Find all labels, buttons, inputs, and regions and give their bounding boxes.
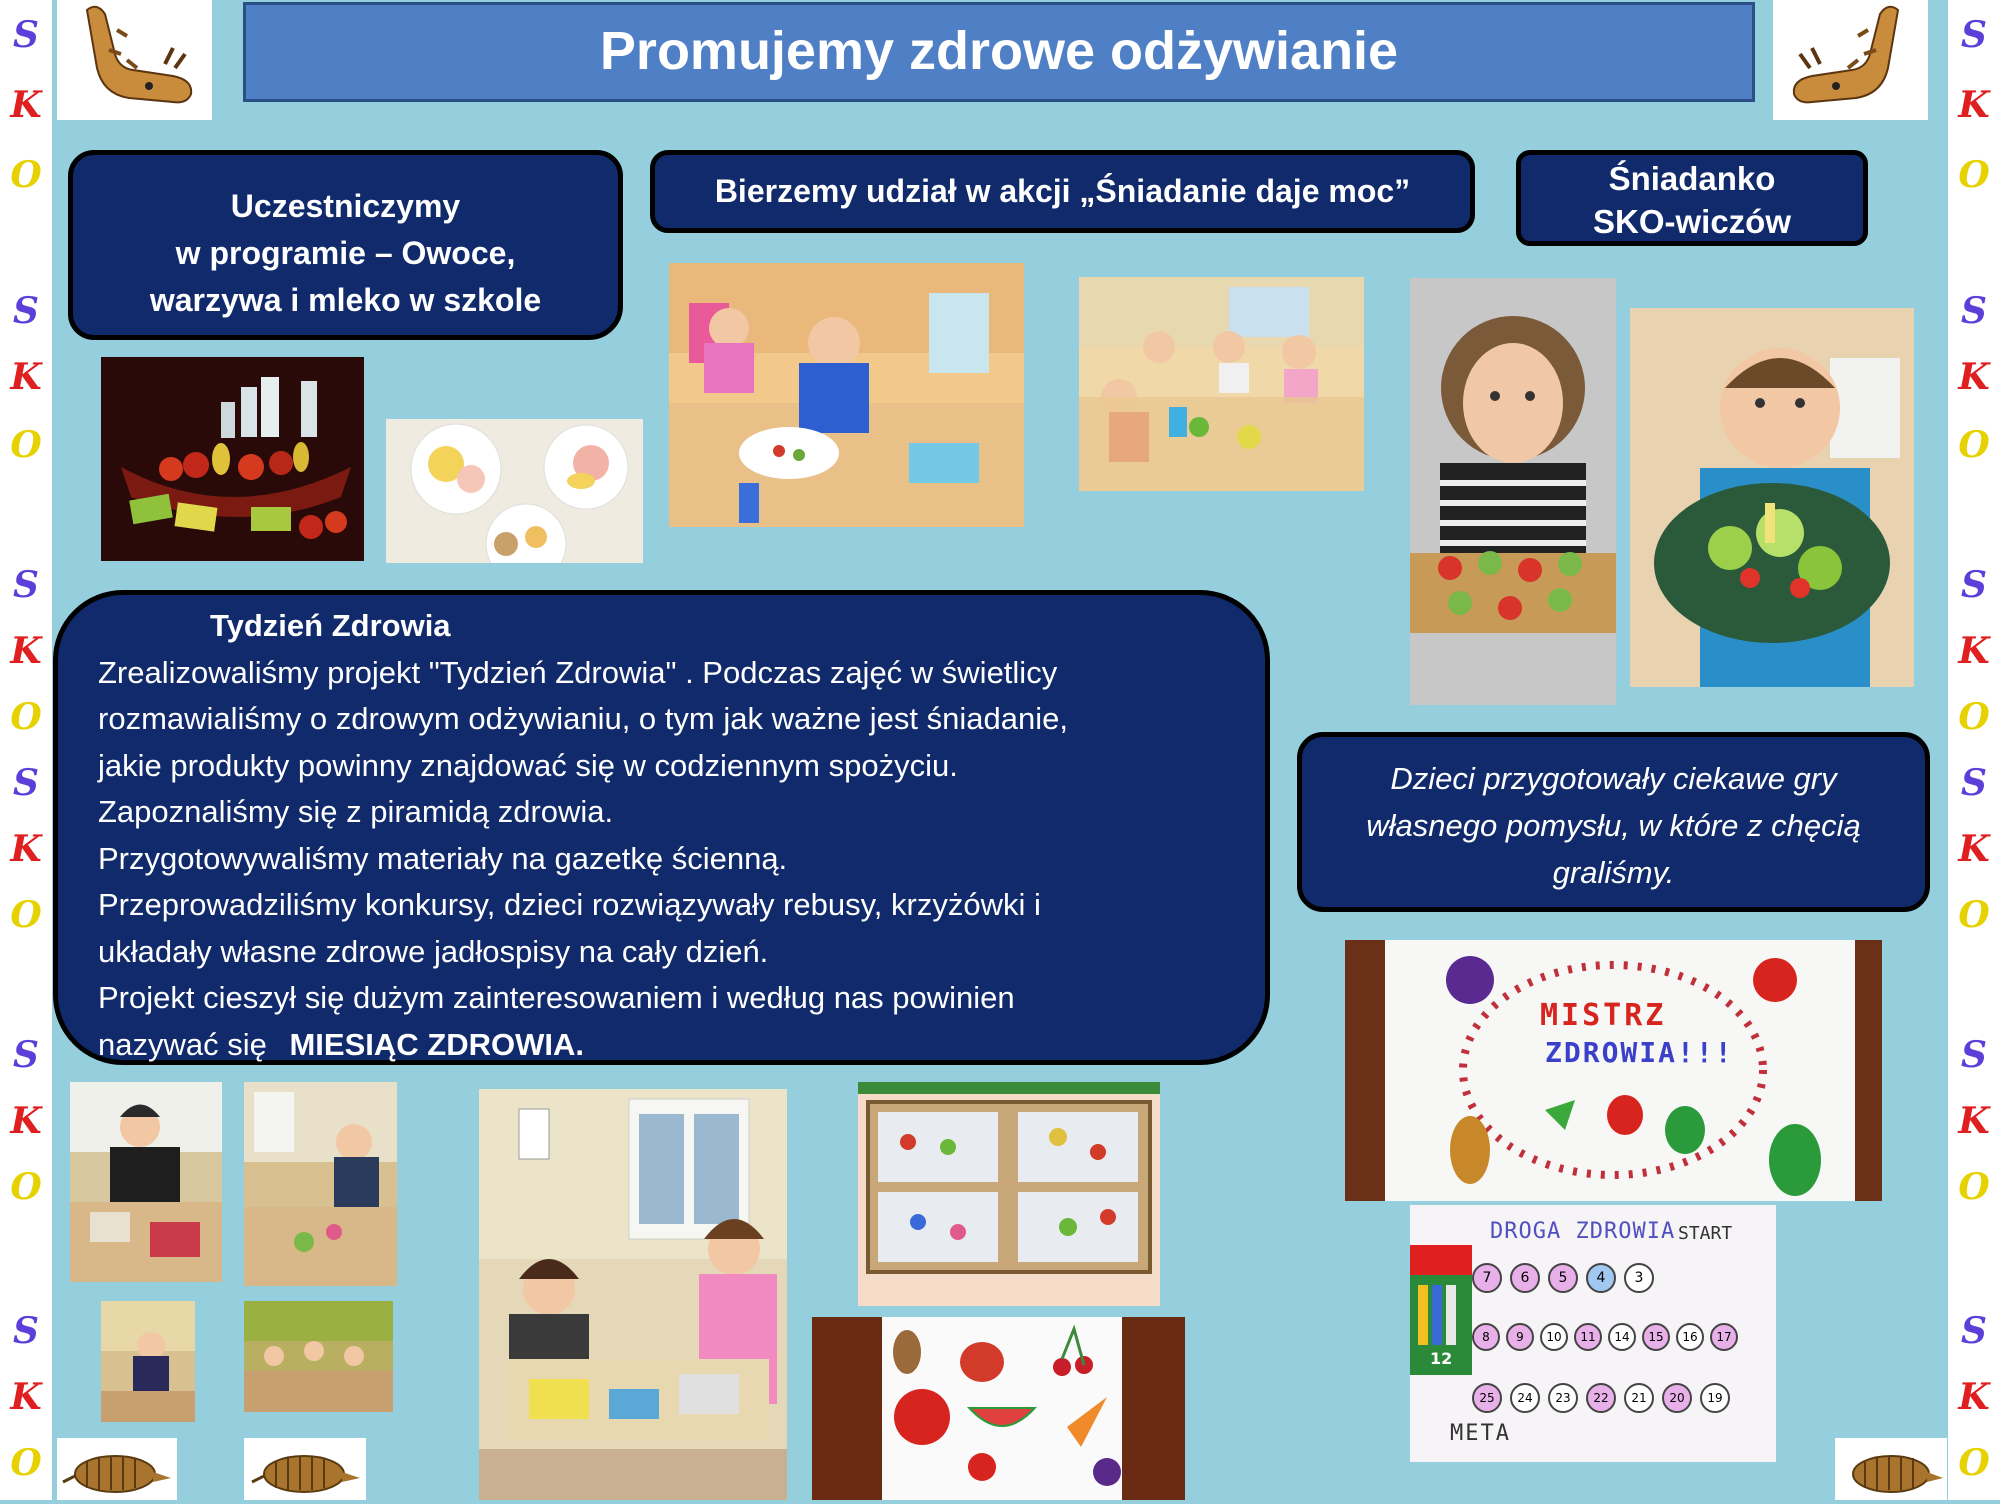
boy-salad-photo — [1630, 308, 1914, 687]
path-circle: 9 — [1506, 1323, 1534, 1351]
akcja-info-box — [650, 150, 1475, 233]
right-sko-strip — [1948, 0, 2000, 1500]
workshop-photo — [244, 1301, 393, 1412]
side-letter-o: O — [10, 154, 42, 196]
poster-mistrz-text: MISTRZ — [1540, 998, 1667, 1033]
side-letter-o: O — [1958, 1166, 1990, 1208]
side-letter-k: K — [10, 1376, 42, 1418]
path-circle: 15 — [1642, 1323, 1670, 1351]
path-circle: 8 — [1472, 1323, 1500, 1351]
side-letter-k: K — [1958, 84, 1990, 126]
side-letter-k: K — [1958, 828, 1990, 870]
tydzien-line: Zapoznaliśmy się z piramidą zdrowia. — [98, 794, 614, 829]
side-letter-k: K — [1958, 1100, 1990, 1142]
path-circle: 16 — [1676, 1323, 1704, 1351]
box-line: w programie – Owoce, — [175, 235, 516, 271]
side-letter-o: O — [10, 424, 42, 466]
tydzien-line: układały własne zdrowe jadłospisy na cały dzień. — [98, 933, 769, 969]
tydzien-line: Zrealizowaliśmy projekt "Tydzień Zdrowia" . Podczas zajęć w świetlicy — [98, 654, 1058, 690]
poster-droga-title: DROGA ZDROWIA — [1490, 1219, 1676, 1244]
side-letter-o: O — [10, 696, 42, 738]
workshop-photo — [101, 1301, 195, 1422]
side-letter-s: S — [1961, 1310, 1987, 1352]
side-letter-s: S — [13, 14, 39, 56]
giraffe-image — [57, 0, 212, 120]
tydzien-line: Przeprowadziliśmy konkursy, dzieci rozwiązywały rebusy, krzyżówki i — [98, 887, 1041, 922]
tydzien-zdrowia-box — [53, 590, 1270, 1065]
side-letter-s: S — [1961, 762, 1987, 804]
children-table-photo — [1079, 277, 1364, 491]
side-letter-k: K — [10, 84, 42, 126]
path-circle: 4 — [1586, 1263, 1616, 1293]
workshop-photo — [244, 1082, 397, 1286]
program-info-box — [68, 150, 623, 340]
side-letter-o: O — [10, 1166, 42, 1208]
poster-zdrowia-text: ZDROWIA!!! — [1545, 1036, 1734, 1069]
gry-info-box — [1297, 732, 1930, 912]
tydzien-line: Przygotowywaliśmy materiały na gazetkę ścienną. — [98, 840, 788, 876]
crayon-box — [1410, 1245, 1472, 1375]
tydzien-heading: Tydzień Zdrowia — [210, 608, 451, 643]
tydzien-last-line — [98, 1022, 1265, 1069]
side-letter-o: O — [10, 894, 42, 936]
mistrz-zdrowia-poster — [1345, 940, 1882, 1201]
side-letter-k: K — [1958, 630, 1990, 672]
path-circle: 19 — [1700, 1383, 1730, 1413]
droga-zdrowia-poster — [1410, 1205, 1776, 1462]
side-letter-s: S — [1961, 14, 1987, 56]
side-letter-k: K — [10, 356, 42, 398]
side-letter-s: S — [13, 290, 39, 332]
path-circle: 25 — [1472, 1383, 1502, 1413]
path-circle: 5 — [1548, 1263, 1578, 1293]
tydzien-line: Projekt cieszył się dużym zainteresowaniem i według nas powinien — [98, 980, 1015, 1015]
giraffe-image — [1773, 0, 1928, 120]
side-letter-o: O — [1958, 1442, 1990, 1484]
classroom-photo — [479, 1089, 787, 1500]
tydzien-line: jakie produkty powinny znajdować się w codziennym spożyciu. — [98, 747, 958, 783]
poster-start-label: START — [1678, 1223, 1733, 1244]
breakfast-plates-photo — [386, 419, 643, 563]
workshop-photo — [70, 1082, 222, 1282]
fruit-products-photo — [101, 357, 364, 561]
side-letter-k: K — [10, 1100, 42, 1142]
path-circle: 7 — [1472, 1263, 1502, 1293]
box-line: własnego pomysłu, w które z chęcią — [1366, 808, 1861, 843]
path-circle: 24 — [1510, 1383, 1540, 1413]
path-circle: 21 — [1624, 1383, 1654, 1413]
side-letter-o: O — [1958, 424, 1990, 466]
sniadanko-info-box — [1516, 150, 1868, 246]
box-text: Bierzemy udział w akcji „Śniadanie daje moc” — [714, 173, 1411, 209]
side-letter-k: K — [1958, 1376, 1990, 1418]
fruit-drawing-photo — [812, 1317, 1185, 1500]
path-circle: 11 — [1574, 1323, 1602, 1351]
girl-sandwich-photo — [1410, 278, 1616, 705]
path-circle: 17 — [1710, 1323, 1738, 1351]
tydzien-line: rozmawialiśmy o zdrowym odżywianiu, o tym jak ważne jest śniadanie, — [98, 701, 1068, 736]
left-sko-strip — [0, 0, 52, 1500]
side-letter-o: O — [1958, 696, 1990, 738]
side-letter-k: K — [10, 828, 42, 870]
box-line: Śniadanko — [1608, 160, 1776, 197]
path-circle: 6 — [1510, 1263, 1540, 1293]
side-letter-o: O — [1958, 154, 1990, 196]
box-line: Dzieci przygotowały ciekawe gry — [1390, 761, 1837, 796]
path-circle: 23 — [1548, 1383, 1578, 1413]
armadillo-image — [1835, 1438, 1947, 1500]
side-letter-s: S — [13, 564, 39, 606]
tydzien-last-prefix: nazywać się — [98, 1026, 267, 1062]
path-circle: 10 — [1540, 1323, 1568, 1351]
page-title: Promujemy zdrowe odżywianie — [243, 2, 1755, 102]
tydzien-last-bold: MIESIĄC ZDROWIA. — [289, 1026, 584, 1062]
path-circle: 3 — [1624, 1263, 1654, 1293]
side-letter-s: S — [1961, 564, 1987, 606]
side-letter-o: O — [1958, 894, 1990, 936]
children-breakfast-photo — [669, 263, 1024, 527]
side-letter-s: S — [13, 762, 39, 804]
side-letter-s: S — [1961, 1034, 1987, 1076]
poster-meta-label: META — [1450, 1421, 1511, 1446]
side-letter-o: O — [10, 1442, 42, 1484]
side-letter-s: S — [1961, 290, 1987, 332]
path-circle: 14 — [1608, 1323, 1636, 1351]
path-circle: 20 — [1662, 1383, 1692, 1413]
box-line: warzywa i mleko w szkole — [149, 282, 542, 318]
box-line: SKO-wiczów — [1592, 203, 1792, 240]
side-letter-k: K — [1958, 356, 1990, 398]
side-letter-s: S — [13, 1034, 39, 1076]
box-line: Uczestniczymy — [230, 188, 461, 224]
path-circle: 22 — [1586, 1383, 1616, 1413]
armadillo-image — [57, 1438, 177, 1500]
side-letter-s: S — [13, 1310, 39, 1352]
box-line: graliśmy. — [1552, 855, 1675, 890]
side-letter-k: K — [10, 630, 42, 672]
armadillo-image — [244, 1438, 366, 1500]
crayon-label: 12 — [1430, 1349, 1453, 1368]
notice-board-photo — [858, 1082, 1160, 1306]
